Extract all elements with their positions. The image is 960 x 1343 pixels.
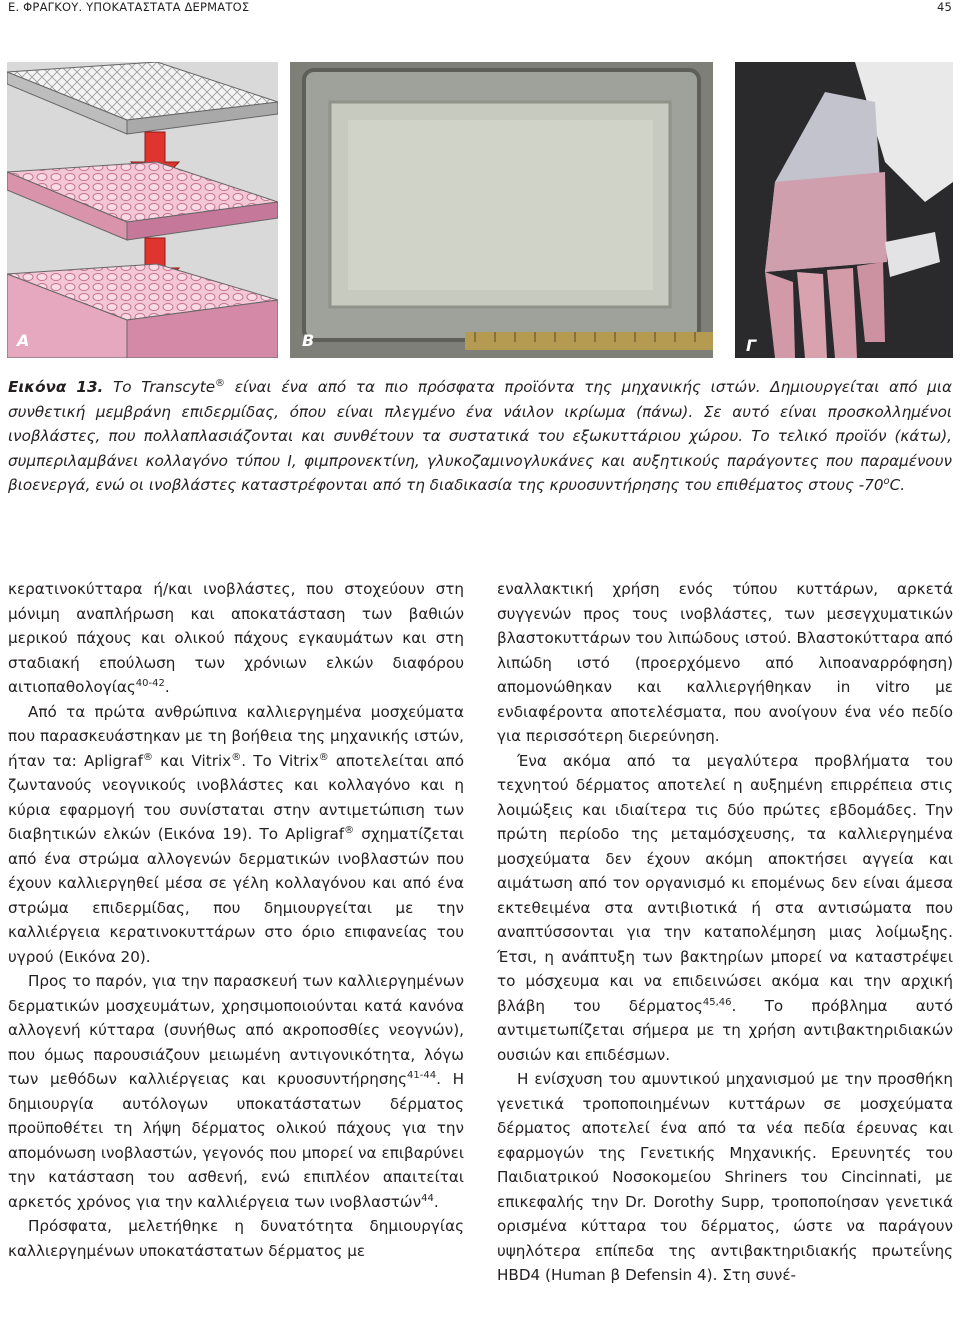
dressing-photo	[290, 62, 713, 358]
running-header	[8, 0, 952, 14]
panel-label-b: Β	[302, 331, 315, 350]
figure-panel-a	[7, 62, 278, 358]
paragraph: εναλλακτική χρήση ενός τύπου κυττάρων, αρκετά συγγενών προς τους ινοβλάστες, των μεσεγχυματικών βλαστοκυττάρων του λιπώδους ιστού. Βλαστοκύτταρα από λιπώδη ιστό (προερχόμενο από λιποαναρρόφηση) απομονώθηκαν και καλλιεργήθηκαν in vitro με ενδιαφέροντα αποτελέσματα, που ανοίγουν ένα νέο πεδίο για περισσότερη διερεύνηση.	[497, 580, 953, 745]
figure-panel-c	[735, 62, 953, 358]
caption-lead: Εικόνα 13.	[8, 378, 104, 396]
paragraph: Η ενίσχυση του αμυντικού μηχανισμού με την προσθήκη γενετικά τροποποιημένων κυττάρων σε μοσχεύματα δέρματος αποτελεί ένα από τα νέα πεδία έρευνας και εφαρμογών της Γενετικής Μηχανικής. Ερευνητές του Παιδιατρικού Νοσοκομείου Shriners του Cincinnati, με επικεφαλής την Dr. Dorothy Supp, τροποποίησαν γενετικά ορισμένα κύτταρα του δέρματος, ώστε να παράγουν υψηλότερα επίπεδα της αντιβακτηριδιακής πρωτεΐνης HBD4 (Human β Defensin 4). Στη συνέ-	[497, 1070, 953, 1284]
paragraph: Από τα πρώτα ανθρώπινα καλλιεργημένα μοσχεύματα που παρασκευάστηκαν με τη βοήθεια της μηχανικής ιστών, ήταν τα: Apligraf® και Vitrix®. Το Vitrix® αποτελείται από ζωντανούς νεογνικούς ινοβλάστες και κολλαγόνο και η κύρια εφαρμογή του συνίσταται στην αντιμετώπιση των διαβητικών ελκών (Εικόνα 19). Το Apligraf® σχηματίζεται από ένα στρώμα αλλογενών δερματικών ινοβλαστών που έχουν καλλιεργηθεί μέσα σε γέλη κολλαγόνου και από ένα στρώμα επιδερμίδας, που δημιουργείται με την καλλιέργεια κερατινοκυττάρων στο όριο επιφανείας του υγρού (Εικόνα 20).	[8, 702, 464, 966]
panel-label-a: Α	[17, 331, 30, 350]
body-column-right	[497, 577, 953, 1288]
figure-caption: Εικόνα 13. Το Transcyte® είναι ένα από τα πιο πρόσφατα προϊόντα της μηχανικής ιστών. Δημιουργείται από μια συνθετική μεμβράνη επιδερμίδας, όπου είναι πλεγμένο ένα νάιλον ικρίωμα (πάνω). Σε αυτό είναι προσκολλημένοι ινοβλάστες, που πολλαπλασιάζονται και συνθέτουν τα συστατικά του εξωκυττάριου χώρου. Το τελικό προϊόν (κάτω), συμπεριλαμβάνει κολλαγόνο τύπου Ι, φιμπρονεκτίνη, γλυκοζαμινογλυκάνες και αυξητικούς παράγοντες που παραμένουν βιοενεργά, ενώ οι ινοβλάστες καταστρέφονται από τη διαδικασία της κρυοσυντήρησης του επιθέματος στους $-70^oC$.	[8, 377, 952, 495]
running-title: Ε. ΦΡΑΓΚΟΥ. ΥΠΟΚΑΤΑΣΤΑΤΑ ΔΕΡΜΑΤΟΣ	[8, 0, 250, 14]
paragraph: Προς το παρόν, για την παρασκευή των καλλιεργημένων δερματικών μοσχευμάτων, χρησιμοποιούνται κατά κανόνα αλλογενή κύτταρα (συνήθως από ακροποσθίες νεογνών), που όμως παρουσιάζουν μειωμένη αντιγονικότητα, λόγω των μεθόδων καλλιέργειας και κρυοσυντήρησης$^{41-44}$. Η δημιουργία αυτόλογων υποκατάστατων δέρματος προϋποθέτει τη λήψη δέρματος ολικού πάχους για την απομόνωση ινοβλαστών, γεγονός που μπορεί να επιβαρύνει την κατάσταση του ασθενή, ενώ επιπλέον απαιτείται αρκετός χρόνος για την καλλιέργεια των ινοβλαστών$^{44}$.	[8, 972, 464, 1211]
paragraph: Ένα ακόμα από τα μεγαλύτερα προβλήματα του τεχνητού δέρματος αποτελεί η αυξημένη επιρρέπεια στις λοιμώξεις και ιδιαίτερα τις δύο πρώτες εβδομάδες. Την πρώτη περίοδο της μεταμόσχευσης, τα καλλιεργημένα μοσχεύματα δεν έχουν ακόμη αποκτήσει αγγεία και αιμάτωση από τον οργανισμό κι επομένως δεν είναι άμεσα εκτεθειμένα στα αντιβιοτικά ή στα αντισώματα που αναπτύσσονται για την καταπολέμηση μιας λοίμωξης. Έτσι, η ανάπτυξη των βακτηρίων μπορεί να καταστρέψει το μόσχευμα και να επιδεινώσει ακόμα και την αρχική βλάβη του δέρματος$^{45,46}$. Το πρόβλημα αυτό αντιμετωπίζεται σήμερα με τη χρήση αντιβακτηριδιακών ουσιών και επιδέσμων.	[497, 751, 953, 1064]
paragraph: κερατινοκύτταρα ή/και ινοβλάστες, που στοχεύουν στη μόνιμη αναπλήρωση και αποκατάσταση των βαθιών μερικού πάχους και ολικού πάχους εγκαυμάτων και στη σταδιακή επούλωση των χρόνιων ελκών διαφόρου αιτιοπαθολογίας$^{40-42}$.	[8, 580, 464, 696]
figure-panel-b	[290, 62, 713, 358]
glove-dressing-photo	[735, 62, 953, 358]
ruler	[465, 332, 713, 350]
paragraph: Πρόσφατα, μελετήθηκε η δυνατότητα δημιουργίας καλλιεργημένων υποκατάστατων δέρματος με	[8, 1217, 464, 1260]
page-number: 45	[936, 0, 952, 14]
panel-label-c: Γ	[746, 336, 757, 355]
body-column-left	[8, 577, 464, 1263]
layered-skin-diagram	[7, 62, 278, 358]
